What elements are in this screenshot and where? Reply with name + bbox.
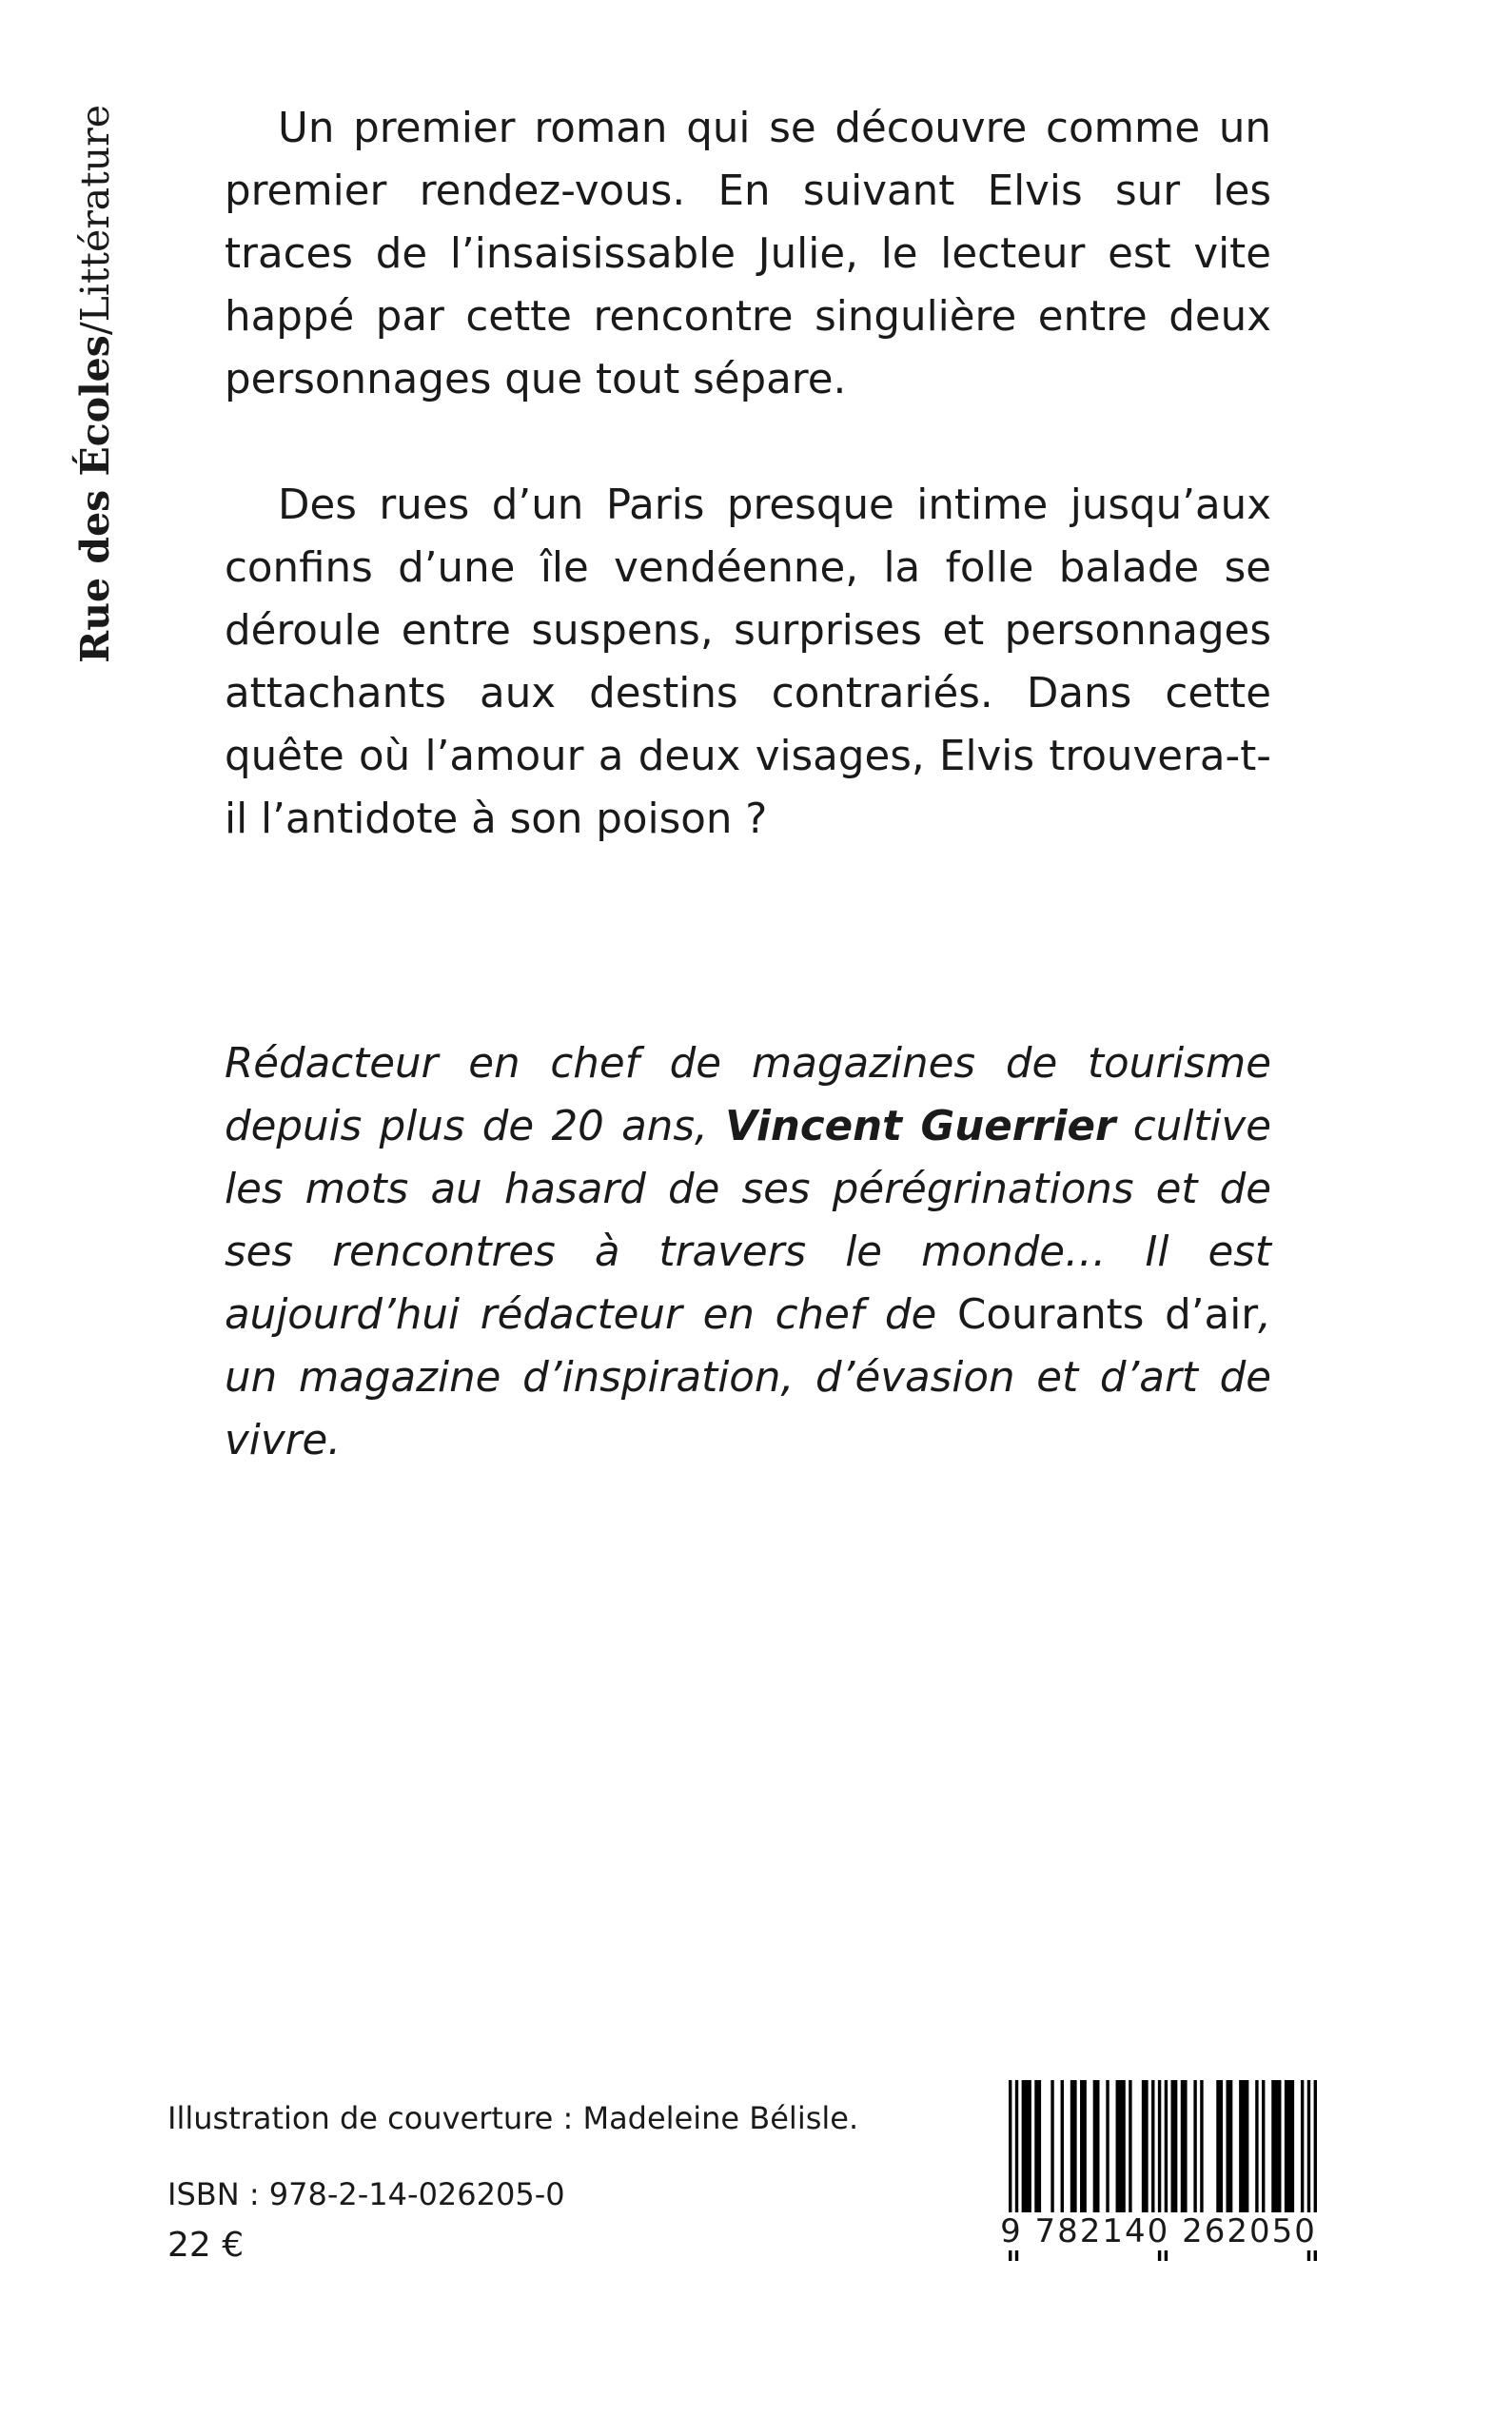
barcode-bar: [1061, 2080, 1064, 2223]
barcode-bar: [1034, 2080, 1041, 2223]
barcode-bar: [1239, 2080, 1248, 2223]
price-label: 22 €: [167, 2226, 245, 2265]
barcode-bar: [1200, 2080, 1203, 2223]
barcode-bar: [1070, 2080, 1077, 2223]
barcode-bar: [1255, 2080, 1258, 2223]
barcode-bar: [1216, 2080, 1223, 2223]
barcode-bar: [1193, 2080, 1196, 2223]
barcode-bar: [1171, 2080, 1178, 2223]
barcode-bar: [1285, 2080, 1294, 2223]
barcode-bar: [1301, 2080, 1304, 2223]
barcode-bar: [1093, 2080, 1100, 2223]
series-name: Rue des Écoles: [72, 335, 118, 663]
barcode-bar: [1142, 2080, 1149, 2223]
barcode-bar: [1051, 2080, 1053, 2223]
author-name: Vincent Guerrier: [725, 1103, 1116, 1150]
author-bio-text: Rédacteur en chef de magazines de tourisme depuis plus de 20 ans,: [225, 1040, 1271, 1150]
magazine-title: Courants d’air: [957, 1291, 1259, 1339]
genre-name: Littérature: [72, 105, 118, 323]
author-bio-text: , un magazine d’inspiration, d’évasion et d’art de vivre.: [225, 1291, 1271, 1464]
barcode-bar: [1080, 2080, 1087, 2223]
isbn-label: ISBN : 978-2-14-026205-0: [167, 2176, 565, 2212]
illustration-credit: Illustration de couverture : Madeleine Bélisle.: [167, 2100, 859, 2136]
barcode-bar: [1262, 2080, 1265, 2223]
author-bio: [225, 1032, 1271, 1472]
book-blurb: [225, 97, 1271, 851]
barcode-digits: 9 782140 262050: [1000, 2212, 1317, 2250]
barcode-bar: [1116, 2080, 1126, 2223]
barcode-bar: [1129, 2080, 1131, 2223]
barcode-bar: [1106, 2080, 1109, 2223]
barcode-bar: [1151, 2080, 1154, 2223]
barcode-bar: [1022, 2080, 1031, 2223]
spine-label: [67, 105, 124, 663]
spine-separator: /: [72, 322, 118, 336]
blurb-paragraph: Des rues d’un Paris presque intime jusqu’aux confins d’une île vendéenne, la folle balade se déroule entre suspens, surprises et personnages attachants aux destins contrariés. Dans cette quête où l’amour a deux visages, Elvis trouvera-t-il l’antidote à son poison ?: [225, 481, 1271, 843]
barcode-bar: [1271, 2080, 1281, 2223]
author-bio-text: cultive les mots au hasard de ses pérégrinations et de ses rencontres à travers le monde… Il est aujourd’hui rédacteur en chef de: [225, 1103, 1272, 1339]
spine-text: [67, 105, 124, 663]
barcode-bar: [1227, 2080, 1233, 2223]
barcode-bar: [1181, 2080, 1188, 2223]
blurb-paragraph: Un premier roman qui se découvre comme un premier rendez-vous. En suivant Elvis sur les traces de l’insaisissable Julie, le lecteur est vite happé par cette rencontre singulière entre deux personnages que tout sépare.: [225, 105, 1271, 403]
